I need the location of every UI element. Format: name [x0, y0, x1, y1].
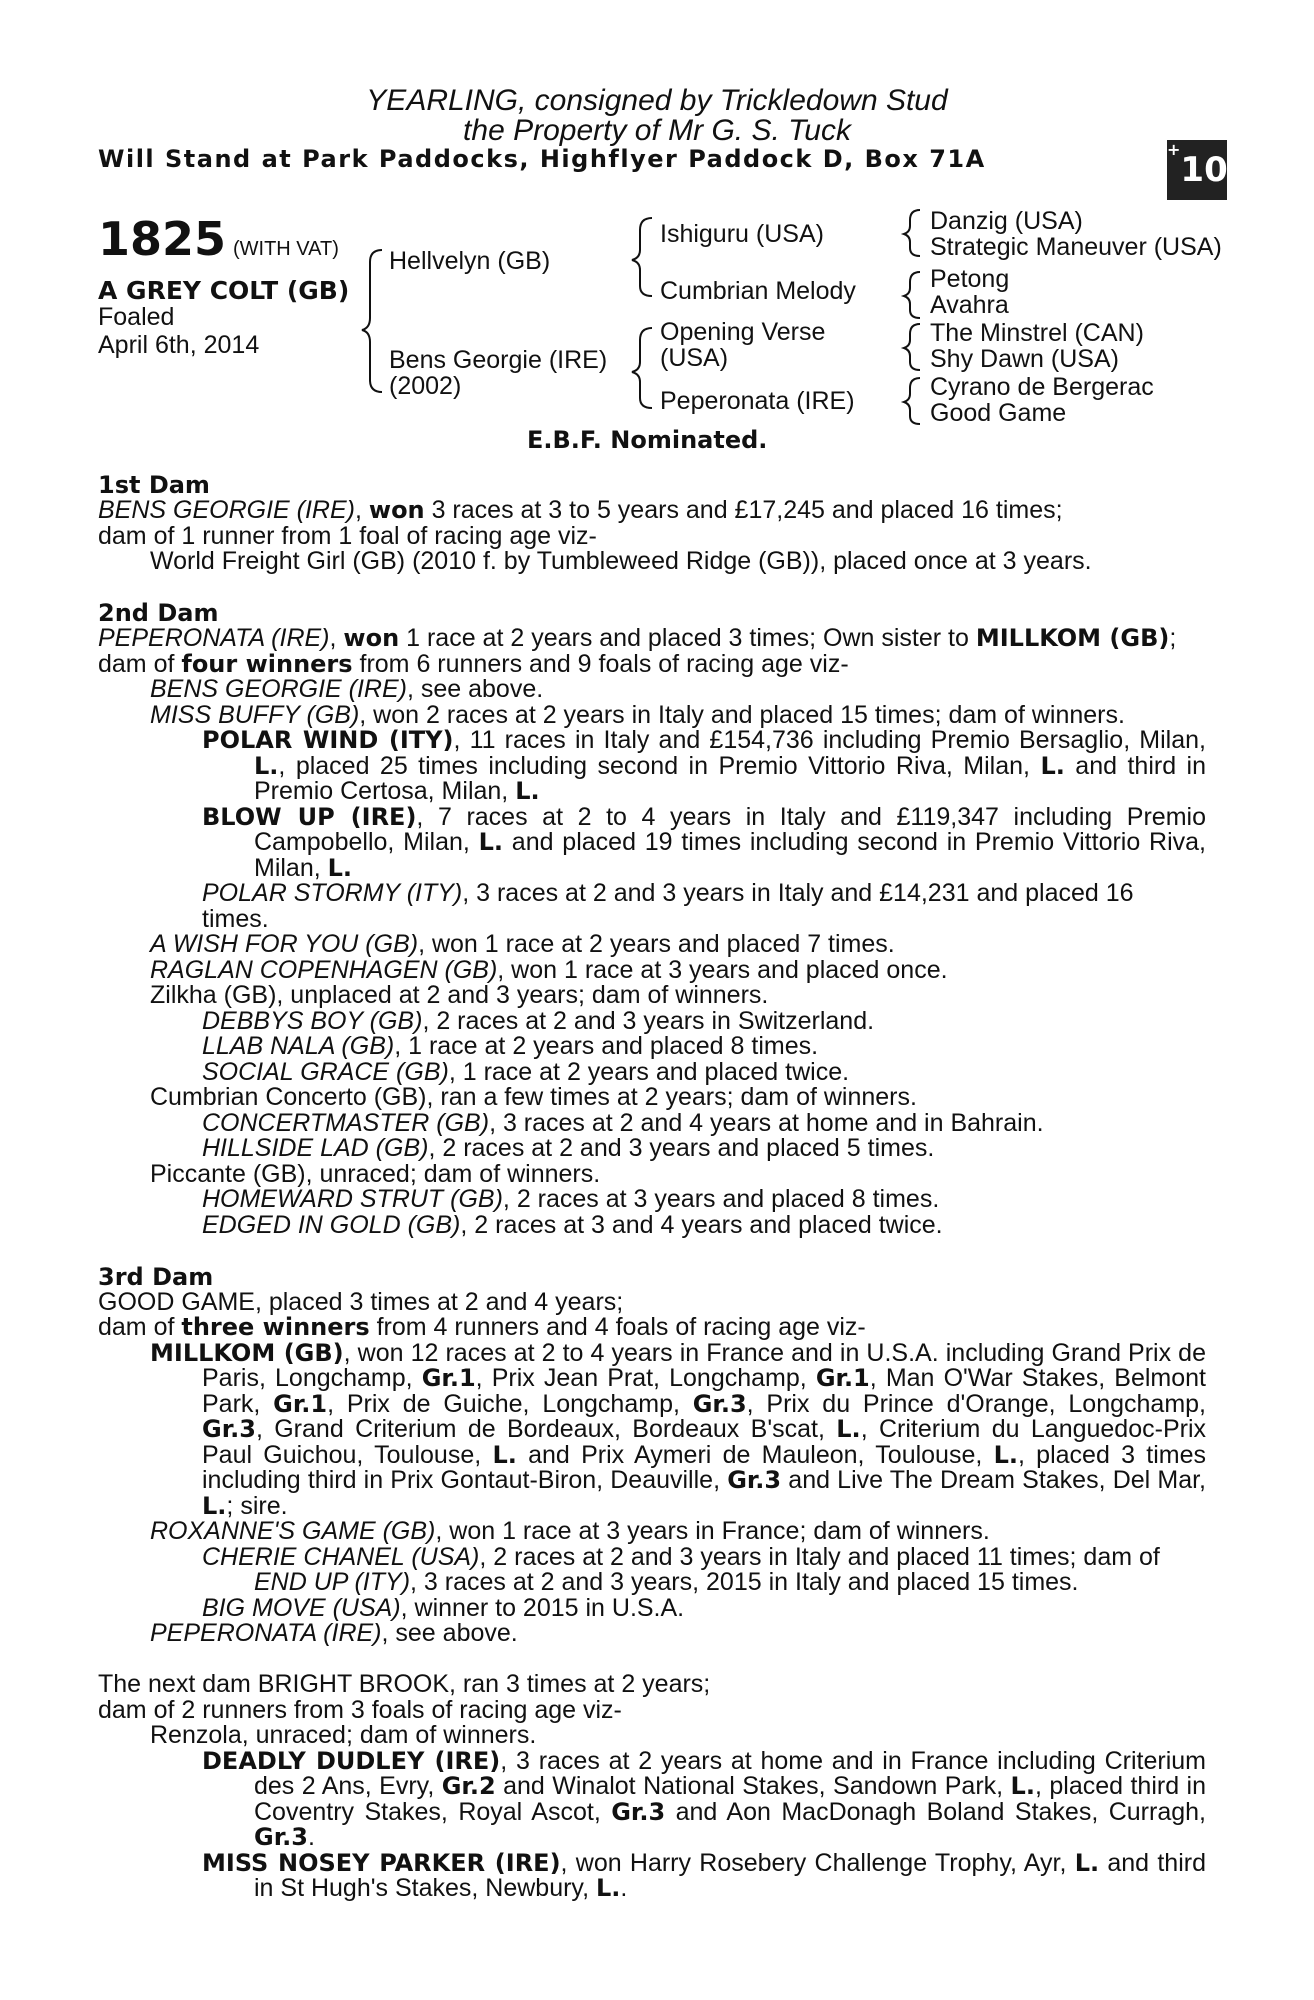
second-dam-section: [98, 600, 1206, 1238]
produce-entry: Cumbrian Concerto (GB), ran a few times at 2 years; dam of winners.: [150, 1083, 917, 1111]
next-dam-section: [98, 1672, 1206, 1902]
stand-location: Will Stand at Park Paddocks, Highflyer Paddock D, Box 71A: [98, 145, 986, 173]
produce-entry: BENS GEORGIE (IRE), see above.: [150, 675, 544, 703]
lot-number: 1825: [98, 212, 227, 266]
sire-sire-dam: Strategic Maneuver (USA): [930, 233, 1222, 261]
produce-entry: END UP (ITY), 3 races at 2 and 3 years, 2015 in Italy and placed 15 times.: [254, 1568, 1079, 1596]
produce-entry: POLAR STORMY (ITY), 3 races at 2 and 3 years in Italy and £14,231 and placed 16 times.: [202, 879, 1134, 933]
dam-summary: The next dam BRIGHT BROOK, ran 3 times at 2 years;: [98, 1670, 711, 1698]
produce-entry: PEPERONATA (IRE), see above.: [150, 1619, 518, 1647]
produce-entry: LLAB NALA (GB), 1 race at 2 years and placed 8 times.: [202, 1032, 819, 1060]
produce-entry: POLAR WIND (ITY), 11 races in Italy and £154,736 including Premio Bersaglio, Milan, L., placed 25 times including second in Premio Vittorio Riva, Milan, L. and third in Premio Certosa, Milan, L.: [202, 726, 1207, 805]
produce-entry: World Freight Girl (GB) (2010 f. by Tumbleweed Ridge (GB)), placed once at 3 years.: [150, 547, 1092, 575]
dam-dam-sire: Cyrano de Bergerac: [930, 373, 1154, 401]
dam-dam-dam: Good Game: [930, 399, 1067, 427]
badge-number: 10: [1180, 150, 1228, 190]
dam-of-line: dam of 2 runners from 3 foals of racing age viz-: [98, 1695, 622, 1724]
first-dam-section: [98, 472, 1206, 575]
produce-entry: Renzola, unraced; dam of winners.: [150, 1721, 537, 1749]
dam-sire-line1: Opening Verse: [660, 318, 826, 346]
produce-entry: HILLSIDE LAD (GB), 2 races at 2 and 3 years and placed 5 times.: [202, 1134, 935, 1162]
sire-dam-dam: Avahra: [930, 291, 1009, 319]
produce-entry: BLOW UP (IRE), 7 races at 2 to 4 years in Italy and £119,347 including Premio Campobello, Milan, L. and placed 19 times including second in Premio Vittorio Riva, Milan, L.: [202, 802, 1206, 882]
dam-dam: Peperonata (IRE): [660, 387, 855, 415]
dam-summary: PEPERONATA (IRE), won 1 race at 2 years and placed 3 times; Own sister to MILLKOM (GB);: [98, 624, 1177, 652]
produce-entry: Zilkha (GB), unplaced at 2 and 3 years; dam of winners.: [150, 981, 769, 1009]
produce-entry: MISS BUFFY (GB), won 2 races at 2 years in Italy and placed 15 times; dam of winners.: [150, 700, 1125, 729]
property-line: the Property of Mr G. S. Tuck: [463, 114, 851, 147]
sire: Hellvelyn (GB): [389, 247, 551, 275]
vat-note: (WITH VAT): [232, 238, 339, 260]
badge-plus: +: [1167, 140, 1181, 159]
third-dam-section: [98, 1264, 1206, 1647]
ebf-nominated: E.B.F. Nominated.: [527, 426, 768, 454]
produce-entry: MISS NOSEY PARKER (IRE), won Harry Rosebery Challenge Trophy, Ayr, L. and third in St Hugh's Stakes, Newbury, L..: [202, 1848, 1206, 1902]
produce-entry: Piccante (GB), unraced; dam of winners.: [150, 1159, 601, 1188]
dam-summary: BENS GEORGIE (IRE), won 3 races at 3 to 5 years and £17,245 and placed 16 times;: [98, 496, 1063, 524]
produce-entry: BIG MOVE (USA), winner to 2015 in U.S.A.: [202, 1593, 685, 1622]
produce-entry: MILLKOM (GB), won 12 races at 2 to 4 years in France and in U.S.A. including Grand Prix de Paris, Longchamp, Gr.1, Prix Jean Prat, Longchamp, Gr.1, Man O'War Stakes, Belmont Park, Gr.1, Prix de Guiche, Longchamp, Gr.3, Prix du Prince d'Orange, Longchamp, Gr.3, Grand Criterium de Bordeaux, Bordeaux B'scat, L., Criterium du Languedoc-Prix Paul Guichou, Toulouse, L. and Prix Aymeri de Mauleon, Toulouse, L., placed 3 times including third in Prix Gontaut-Biron, Deauville, Gr.3 and Live The Dream Stakes, Del Mar, L.; sire.: [150, 1338, 1207, 1520]
dam-sire-sire: The Minstrel (CAN): [930, 319, 1144, 347]
sire-dam: Cumbrian Melody: [660, 277, 856, 305]
produce-entry: ROXANNE'S GAME (GB), won 1 race at 3 years in France; dam of winners.: [150, 1517, 990, 1545]
dam-of-line: dam of four winners from 6 runners and 9 foals of racing age viz-: [98, 649, 849, 678]
produce-entry: RAGLAN COPENHAGEN (GB), won 1 race at 3 years and placed once.: [150, 955, 948, 984]
produce-entry: DEADLY DUDLEY (IRE), 3 races at 2 years at home and in France including Criterium des 2 Ans, Evry, Gr.2 and Winalot National Stakes, Sandown Park, L., placed third in Coventry Stakes, Royal Ascot, Gr.3 and Aon MacDonagh Boland Stakes, Curragh, Gr.3.: [202, 1746, 1207, 1851]
section-title: 3rd Dam: [98, 1262, 214, 1291]
produce-entry: SOCIAL GRACE (GB), 1 race at 2 years and placed twice.: [202, 1057, 850, 1086]
sire-dam-sire: Petong: [930, 265, 1010, 293]
catalogue-body: [98, 472, 1206, 1927]
section-title: 2nd Dam: [98, 599, 219, 627]
consignor-line: YEARLING, consigned by Trickledown Stud: [366, 84, 948, 117]
dam-of-line: dam of 1 runner from 1 foal of racing age viz-: [98, 521, 597, 550]
produce-entry: DEBBYS BOY (GB), 2 races at 2 and 3 years in Switzerland.: [202, 1006, 875, 1035]
produce-entry: A WISH FOR YOU (GB), won 1 race at 2 years and placed 7 times.: [150, 930, 895, 958]
dam-line1: Bens Georgie (IRE): [389, 346, 608, 374]
horse-description: A GREY COLT (GB): [98, 276, 350, 305]
foaled-date: April 6th, 2014: [98, 331, 260, 359]
produce-entry: EDGED IN GOLD (GB), 2 races at 3 and 4 years and placed twice.: [202, 1210, 943, 1239]
sire-sire: Ishiguru (USA): [660, 220, 824, 248]
dam-summary: GOOD GAME, placed 3 times at 2 and 4 years;: [98, 1287, 624, 1316]
produce-entry: HOMEWARD STRUT (GB), 2 races at 3 years and placed 8 times.: [202, 1185, 940, 1213]
foaled-label: Foaled: [98, 303, 175, 331]
dam-sire-dam: Shy Dawn (USA): [930, 345, 1119, 373]
produce-entry: CHERIE CHANEL (USA), 2 races at 2 and 3 years in Italy and placed 11 times; dam of: [202, 1542, 1160, 1571]
sire-sire-sire: Danzig (USA): [930, 207, 1083, 235]
produce-entry: CONCERTMASTER (GB), 3 races at 2 and 4 years at home and in Bahrain.: [202, 1108, 1044, 1137]
dam-sire-line2: (USA): [660, 344, 729, 372]
dam-of-line: dam of three winners from 4 runners and 4 foals of racing age viz-: [98, 1313, 866, 1341]
dam-line2: (2002): [389, 372, 462, 400]
section-title: 1st Dam: [98, 471, 210, 499]
